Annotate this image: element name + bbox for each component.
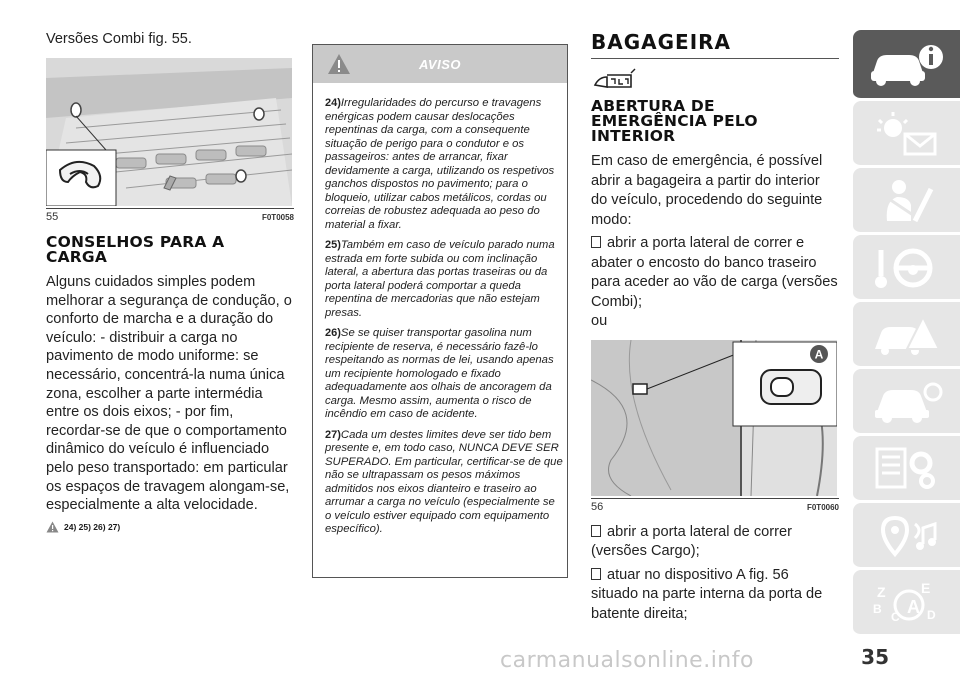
main-heading: BAGAGEIRA — [591, 30, 839, 59]
tailgate-open-icon — [591, 67, 637, 91]
safety-seatbelt-icon — [867, 175, 947, 225]
warning-triangle-icon — [327, 53, 351, 75]
figure-number: 56 — [591, 500, 604, 513]
step-item — [591, 523, 839, 562]
figure-code: F0T0058 — [261, 213, 294, 222]
or-text: ou — [591, 313, 608, 329]
warning-triangle-icon — [46, 521, 59, 533]
figure-55 — [46, 58, 294, 223]
door-release-image — [591, 340, 837, 496]
bullet-box-icon — [591, 525, 601, 537]
tailgate-symbol — [591, 67, 839, 91]
page-number: 35 — [861, 645, 889, 669]
warning-item-text: Irregularidades do percurso e travagens enérgicas podem causar deslocações repentinas da carga, com a consequente situação de perigo para o condutor e os passageiros: antes de arrancar, fixar devidamente a carga, utilizando os respetivos ganchos dispostos no pavimento; para o bloqueio, utilizar cabos metálicos, cordas ou correias de robustez adequada ao peso do material a fixar. — [325, 97, 555, 231]
section-heading-line2: CARGA — [46, 248, 108, 266]
door-release-illustration — [591, 340, 837, 496]
alphabetical-index-icon — [867, 577, 947, 627]
left-column — [46, 30, 294, 533]
figure-caption — [46, 208, 294, 223]
section-heading — [46, 235, 294, 265]
load-advice-text: Alguns cuidados simples podem melhorar a segurança de condução, o conforto de marcha e a duração do veículo: - distribuir a carga no pavimento de modo uniforme: se necessário, concentrá-la numa única zona, escolher a parte intermédia entre os dois eixos; - por fim, recordar-se de que o comportamento dinâmico do veículo é influenciado pelo peso transportado: em particular os espaços de travagem alongam-se, especialmente a alta velocidade. — [46, 274, 292, 514]
cargo-floor-image — [46, 58, 292, 206]
warning-item — [325, 429, 563, 537]
warning-references — [46, 521, 294, 533]
warning-item-number: 24) — [325, 97, 341, 109]
svg-text:C: C — [890, 610, 900, 624]
warning-item-number: 25) — [325, 239, 341, 251]
step-item — [591, 566, 839, 625]
warning-item — [325, 239, 563, 320]
bullet-box-icon — [591, 236, 601, 248]
warning-item — [325, 97, 563, 232]
sidebar-item-vehicle-info[interactable] — [853, 30, 960, 100]
watermark: carmanualsonline.info — [500, 648, 754, 673]
subheading-line1: ABERTURA DE — [591, 97, 715, 115]
car-info-icon — [867, 39, 947, 89]
warning-item — [325, 327, 563, 422]
callout-label-a: A — [814, 347, 824, 361]
step-item — [591, 234, 839, 312]
sidebar-item-index[interactable] — [853, 570, 960, 636]
subheading-line3: INTERIOR — [591, 127, 676, 145]
step-text: abrir a porta lateral de correr (versões Cargo); — [591, 523, 792, 559]
emergency-breakdown-icon — [867, 309, 947, 359]
right-column — [591, 30, 839, 624]
intro-text: Versões Combi fig. 55. — [46, 31, 192, 47]
car-maintenance-icon — [867, 376, 947, 426]
warning-title: AVISO — [419, 56, 461, 72]
reference-numbers: 24) 25) 26) 27) — [64, 521, 121, 532]
svg-text:B: B — [872, 602, 882, 616]
sidebar-item-technical-data[interactable] — [853, 436, 960, 502]
emergency-intro: Em caso de emergência, é possível abrir a bagageira a partir do interior do veículo, procedendo do seguinte modo: — [591, 153, 823, 228]
warning-box — [312, 44, 568, 578]
step-text: atuar no dispositivo A fig. 56 situado na parte interna da porta de batente direita; — [591, 566, 823, 622]
warning-item-number: 26) — [325, 327, 341, 339]
figure-caption — [591, 498, 839, 513]
warning-item-text: Se se quiser transportar gasolina num recipiente de reserva, é necessário fazê-lo respeitando as normas de lei, usando apenas um recipiente homologado e fixado adequadamente aos olhais de ancoragem da carga. Mesmo assim, aumenta o risco de incêndio em caso de acidente. — [325, 327, 554, 420]
warning-item-text: Cada um destes limites deve ser tido bem presente e, em todo caso, NUNCA DEVE SER SUPERADO. Em particular, certificar-se de que não se ultrapassam os pesos máximos admitidos nos eixos dianteiro e traseiro ao arrumar a carga no veículo (especialmente se o veículo estiver equipado com equipamento específico). — [325, 428, 563, 535]
figure-56 — [591, 340, 839, 513]
section-heading-line1: CONSELHOS PARA A — [46, 233, 225, 251]
sidebar-item-emergency[interactable] — [853, 302, 960, 368]
svg-text:D: D — [926, 608, 936, 622]
steering-wheel-key-icon — [867, 242, 947, 292]
sidebar-item-dashboard[interactable] — [853, 101, 960, 167]
warning-item-number: 27) — [325, 428, 341, 441]
multimedia-navigation-icon — [867, 510, 947, 560]
chapter-sidebar — [853, 30, 960, 637]
cargo-floor-illustration — [46, 58, 292, 206]
bullet-box-icon — [591, 568, 601, 580]
svg-text:E: E — [920, 580, 930, 596]
figure-code: F0T0060 — [806, 502, 839, 512]
warning-header — [313, 45, 567, 83]
step-text: abrir a porta lateral de correr e abater o encosto do banco traseiro para aceder ao vão de carga (versões Combi); — [591, 235, 838, 310]
technical-data-gears-icon — [867, 443, 947, 493]
dashboard-lights-icon — [867, 108, 947, 158]
sidebar-item-multimedia[interactable] — [853, 503, 960, 569]
sidebar-item-starting-driving[interactable] — [853, 235, 960, 301]
svg-text:A: A — [906, 597, 920, 617]
subheading — [591, 99, 839, 144]
subheading-line2: EMERGÊNCIA PELO — [591, 112, 758, 130]
warning-item-text: Também em caso de veículo parado numa estrada em forte subida ou com inclinação lateral, a abertura das portas traseiras ou da porta lateral poderá comportar a queda repentina de mercadorias que não estejam presas. — [325, 239, 555, 319]
sidebar-item-maintenance[interactable] — [853, 369, 960, 435]
svg-text:Z: Z — [876, 584, 886, 600]
warning-body — [313, 83, 567, 537]
sidebar-item-safety[interactable] — [853, 168, 960, 234]
figure-number: 55 — [46, 211, 59, 223]
